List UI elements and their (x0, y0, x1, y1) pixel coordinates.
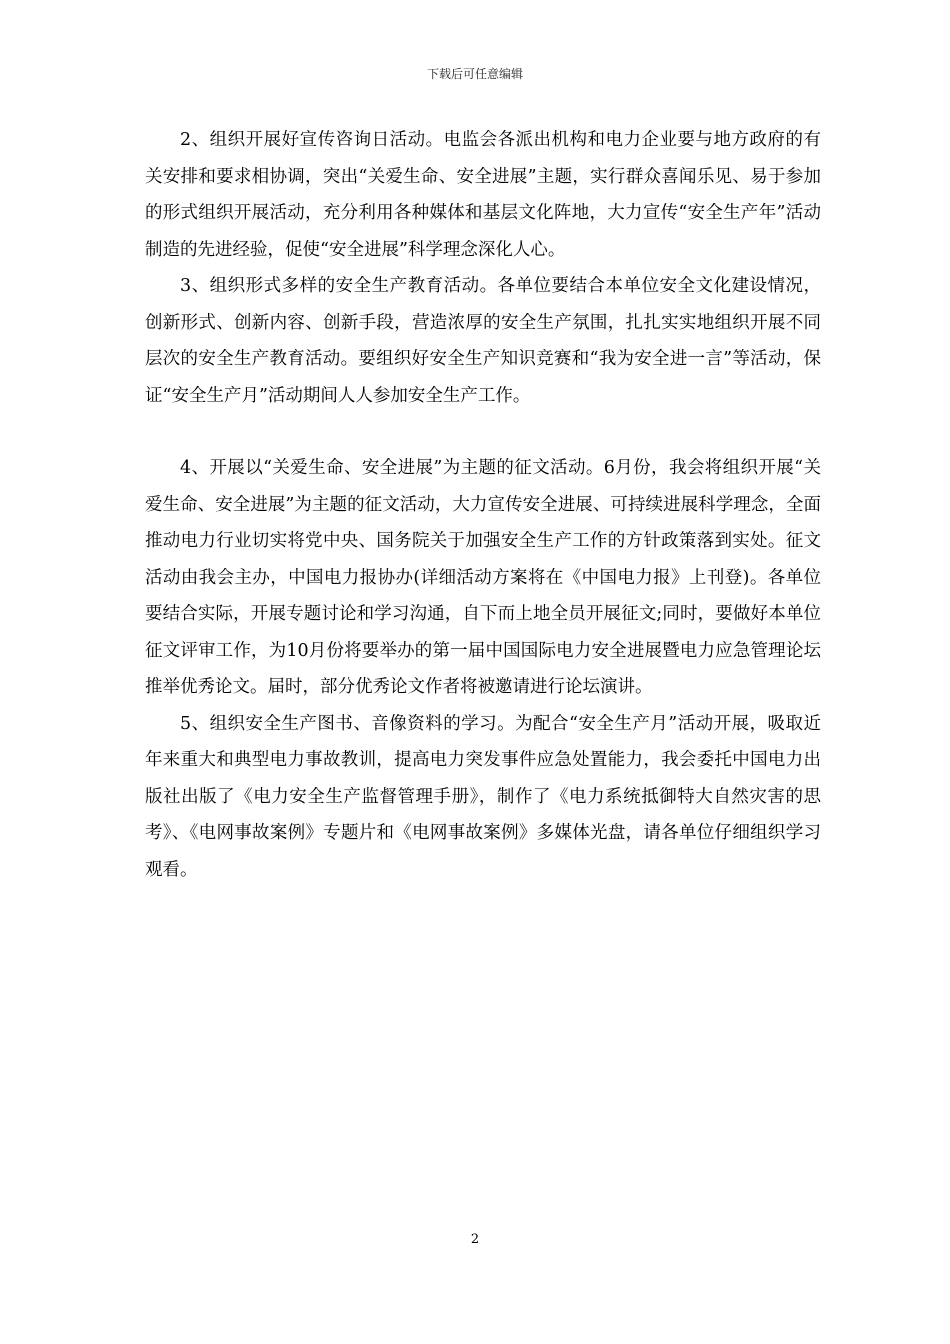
paragraph-2: 2、组织开展好宣传咨询日活动。电监会各派出机构和电力企业要与地方政府的有关安排和要求相协调，突出“关爱生命、安全进展”主题，实行群众喜闻乐见、易于参加的形式组织开展活动，充分利用各种媒体和基层文化阵地，大力宣传“安全生产年”活动制造的先进经验，促使“安全进展”科学理念深化人心。 (145, 130, 821, 260)
paragraph-4: 4、开展以“关爱生命、安全进展”为主题的征文活动。6月份，我会将组织开展“关爱生命、安全进展”为主题的征文活动，大力宣传安全进展、可持续进展科学理念，全面推动电力行业切实将党中央、国务院关于加强安全生产工作的方针政策落到实处。征文活动由我会主办，中国电力报协办(详细活动方案将在《中国电力报》上刊登)。各单位要结合实际，开展专题讨论和学习沟通，自下而上地全员开展征文;同时，要做好本单位征文评审工作，为10月份将要举办的第一届中国国际电力安全进展暨电力应急管理论坛推举优秀论文。届时，部分优秀论文作者将被邀请进行论坛演讲。 (145, 458, 821, 697)
page-number: 2 (470, 1232, 480, 1247)
document-body (145, 122, 821, 888)
paragraph-5: 5、组织安全生产图书、音像资料的学习。为配合“安全生产月”活动开展，吸取近年来重大和典型电力事故教训，提高电力突发事件应急处置能力，我会委托中国电力出版社出版了《电力安全生产监督管理手册》，制作了《电力系统抵御特大自然灾害的思考》、《电网事故案例》专题片和《电网事故案例》多媒体光盘，请各单位仔细组织学习观看。 (145, 713, 821, 880)
page-header: 下载后可任意编辑 (426, 67, 523, 81)
paragraph-3: 3、组织形式多样的安全生产教育活动。各单位要结合本单位安全文化建设情况，创新形式、创新内容、创新手段，营造浓厚的安全生产氛围，扎扎实实地组织开展不同层次的安全生产教育活动。要组织好安全生产知识竞赛和“我为安全进一言”等活动，保证“安全生产月”活动期间人人参加安全生产工作。 (145, 276, 821, 406)
